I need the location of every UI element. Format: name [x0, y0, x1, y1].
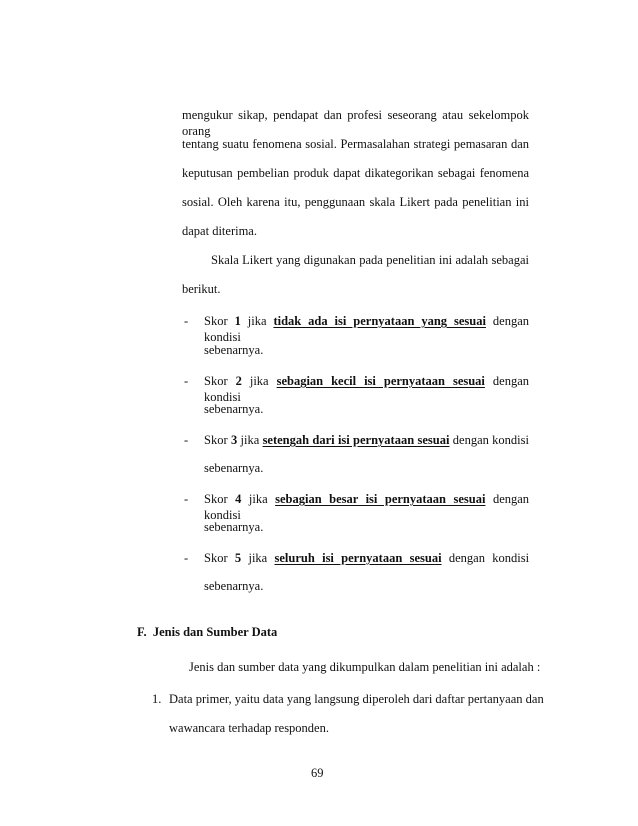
score-phrase: setengah dari isi pernyataan sesuai [262, 433, 450, 447]
paragraph-line: tentang suatu fenomena sosial. Permasalahan strategi pemasaran dan [182, 137, 529, 151]
jika-word: jika [248, 492, 268, 506]
page-number: 69 [311, 766, 324, 780]
score-item-continuation: sebenarnya. [204, 402, 264, 416]
section-intro: Jenis dan sumber data yang dikumpulkan dalam penelitian ini adalah : [189, 660, 541, 674]
skor-word: Skor [204, 433, 228, 447]
paragraph-line: berikut. [182, 282, 221, 296]
score-item-continuation: sebenarnya. [204, 343, 264, 357]
score-phrase: sebagian kecil isi pernyataan sesuai [276, 374, 485, 388]
jika-word: jika [240, 433, 260, 447]
dengan-word: dengan kondisi [204, 314, 529, 344]
paragraph-line: mengukur sikap, pendapat dan profesi seseorang atau sekelompok orang [182, 108, 529, 138]
skor-word: Skor [204, 551, 228, 565]
item-text-continuation: wawancara terhadap responden. [169, 721, 329, 735]
jika-word: jika [248, 551, 268, 565]
score-item-continuation: sebenarnya. [204, 461, 264, 475]
jika-word: jika [249, 374, 269, 388]
skor-word: Skor [204, 314, 228, 328]
score-phrase: seluruh isi pernyataan sesuai [274, 551, 442, 565]
score-number: 4 [235, 492, 242, 506]
score-item [204, 313, 529, 345]
score-item-continuation: sebenarnya. [204, 520, 264, 534]
score-item [204, 432, 529, 448]
score-item [204, 550, 529, 566]
list-bullet: - [184, 551, 189, 565]
score-phrase: tidak ada isi pernyataan yang sesuai [273, 314, 486, 328]
dengan-word: dengan kondisi [204, 492, 530, 522]
score-number: 5 [234, 551, 242, 565]
list-bullet: - [184, 492, 189, 506]
paragraph-line: sosial. Oleh karena itu, penggunaan skala Likert pada penelitian ini [182, 195, 529, 209]
skor-word: Skor [204, 374, 228, 388]
score-phrase: sebagian besar isi pernyataan sesuai [275, 492, 486, 506]
dengan-word: dengan kondisi [448, 551, 530, 565]
jika-word: jika [247, 314, 267, 328]
list-bullet: - [184, 314, 189, 328]
item-number: 1. [152, 692, 162, 706]
skor-word: Skor [204, 492, 228, 506]
list-bullet: - [184, 374, 189, 388]
item-text: Data primer, yaitu data yang langsung diperoleh dari daftar pertanyaan dan [169, 692, 544, 706]
dengan-word: dengan kondisi [204, 374, 530, 404]
paragraph-line: Skala Likert yang digunakan pada penelitian ini adalah sebagai [211, 253, 529, 267]
list-bullet: - [184, 433, 189, 447]
score-item-continuation: sebenarnya. [204, 579, 264, 593]
paragraph-line: keputusan pembelian produk dapat dikategorikan sebagai fenomena [182, 166, 529, 180]
dengan-word: dengan kondisi [452, 433, 529, 447]
paragraph-line: dapat diterima. [182, 224, 257, 238]
score-number: 1 [234, 314, 241, 328]
score-number: 3 [230, 433, 238, 447]
score-number: 2 [235, 374, 242, 388]
section-heading: F. Jenis dan Sumber Data [137, 625, 278, 639]
